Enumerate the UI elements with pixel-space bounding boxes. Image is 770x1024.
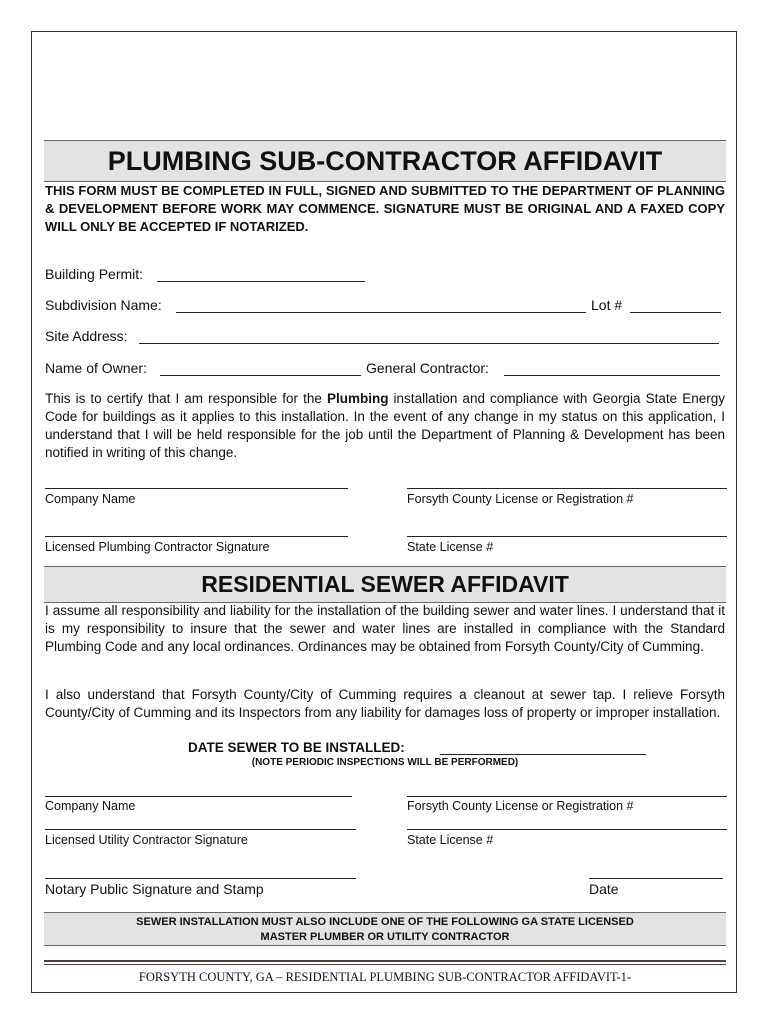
plumbing-company-name-label: Company Name <box>45 492 136 506</box>
form-title: PLUMBING SUB-CONTRACTOR AFFIDAVIT <box>44 140 726 182</box>
sewer-affidavit-title: RESIDENTIAL SEWER AFFIDAVIT <box>44 566 726 603</box>
notary-signature-field[interactable] <box>45 878 356 879</box>
plumbing-state-license-label: State License # <box>407 540 494 554</box>
plumbing-company-name-field[interactable] <box>45 488 348 489</box>
general-contractor-label: General Contractor: <box>366 360 489 376</box>
inspection-note: (NOTE PERIODIC INSPECTIONS WILL BE PERFORMED) <box>251 757 519 768</box>
utility-contractor-signature-label: Licensed Utility Contractor Signature <box>45 833 248 847</box>
footer-rule-thick <box>44 960 726 962</box>
owner-name-label: Name of Owner: <box>45 360 147 376</box>
building-permit-field[interactable] <box>157 281 365 282</box>
plumbing-county-license-field[interactable] <box>407 488 727 489</box>
licensing-notice <box>44 912 726 946</box>
licensing-notice-line-1: SEWER INSTALLATION MUST ALSO INCLUDE ONE OF THE FOLLOWING GA STATE LICENSED <box>136 916 634 928</box>
lot-number-field[interactable] <box>630 312 721 313</box>
general-contractor-field[interactable] <box>504 375 720 376</box>
date-sewer-field[interactable] <box>440 754 646 755</box>
building-permit-label: Building Permit: <box>45 266 144 282</box>
submission-warning: THIS FORM MUST BE COMPLETED IN FULL, SIGNED AND SUBMITTED TO THE DEPARTMENT OF PLANNING & DEVELOPMENT BEFORE WORK MAY COMMENCE. SIGNATURE MUST BE ORIGINAL AND A FAXED COPY WILL ONLY BE ACCEPTED IF NOTARIZED. <box>45 183 725 234</box>
sewer-responsibility-paragraph: I assume all responsibility and liability for the installation of the building sewer and water lines. I understand that it is my responsibility to insure that the sewer and water lines are installed in compliance with the Standard Plumbing Code and any local ordinances. Ordinances may be obtained from Forsyth County/City of Cumming. <box>45 603 725 654</box>
lot-number-label: Lot # <box>591 297 623 313</box>
subdivision-name-field[interactable] <box>176 312 586 313</box>
owner-name-field[interactable] <box>160 375 361 376</box>
sewer-county-license-field[interactable] <box>407 796 727 797</box>
plumbing-contractor-signature-field[interactable] <box>45 536 348 537</box>
sewer-state-license-label: State License # <box>407 833 494 847</box>
sewer-cleanout-paragraph: I also understand that Forsyth County/City of Cumming requires a cleanout at sewer tap. I relieve Forsyth County/City of Cumming and its Inspectors from any liability for damages loss of property or improper installation. <box>45 687 725 720</box>
utility-contractor-signature-field[interactable] <box>45 829 356 830</box>
sewer-county-license-label: Forsyth County License or Registration # <box>407 799 634 813</box>
notary-signature-label: Notary Public Signature and Stamp <box>45 881 264 897</box>
plumbing-state-license-field[interactable] <box>407 536 727 537</box>
licensing-notice-line-2: MASTER PLUMBER OR UTILITY CONTRACTOR <box>260 931 510 943</box>
date-label: Date <box>589 881 619 897</box>
sewer-company-name-field[interactable] <box>45 796 352 797</box>
footer-rule-thin <box>44 964 726 965</box>
page-footer: FORSYTH COUNTY, GA – RESIDENTIAL PLUMBING SUB-CONTRACTOR AFFIDAVIT-1- <box>138 970 632 984</box>
site-address-label: Site Address: <box>45 328 128 344</box>
plumbing-contractor-signature-label: Licensed Plumbing Contractor Signature <box>45 540 270 554</box>
site-address-field[interactable] <box>139 343 719 344</box>
sewer-company-name-label: Company Name <box>45 799 136 813</box>
certification-paragraph: This is to certify that I am responsible for the Plumbing installation and compliance with Georgia State Energy Code for buildings as it applies to this installation. In the event of any change in my status on this application, I understand that I will be held responsible for the job until the Department of Planning & Development has been notified in writing of this change. <box>45 391 726 460</box>
date-sewer-label: DATE SEWER TO BE INSTALLED: <box>188 740 405 755</box>
subdivision-name-label: Subdivision Name: <box>45 297 162 313</box>
date-field[interactable] <box>589 878 723 879</box>
sewer-state-license-field[interactable] <box>407 829 727 830</box>
plumbing-county-license-label: Forsyth County License or Registration # <box>407 492 634 506</box>
